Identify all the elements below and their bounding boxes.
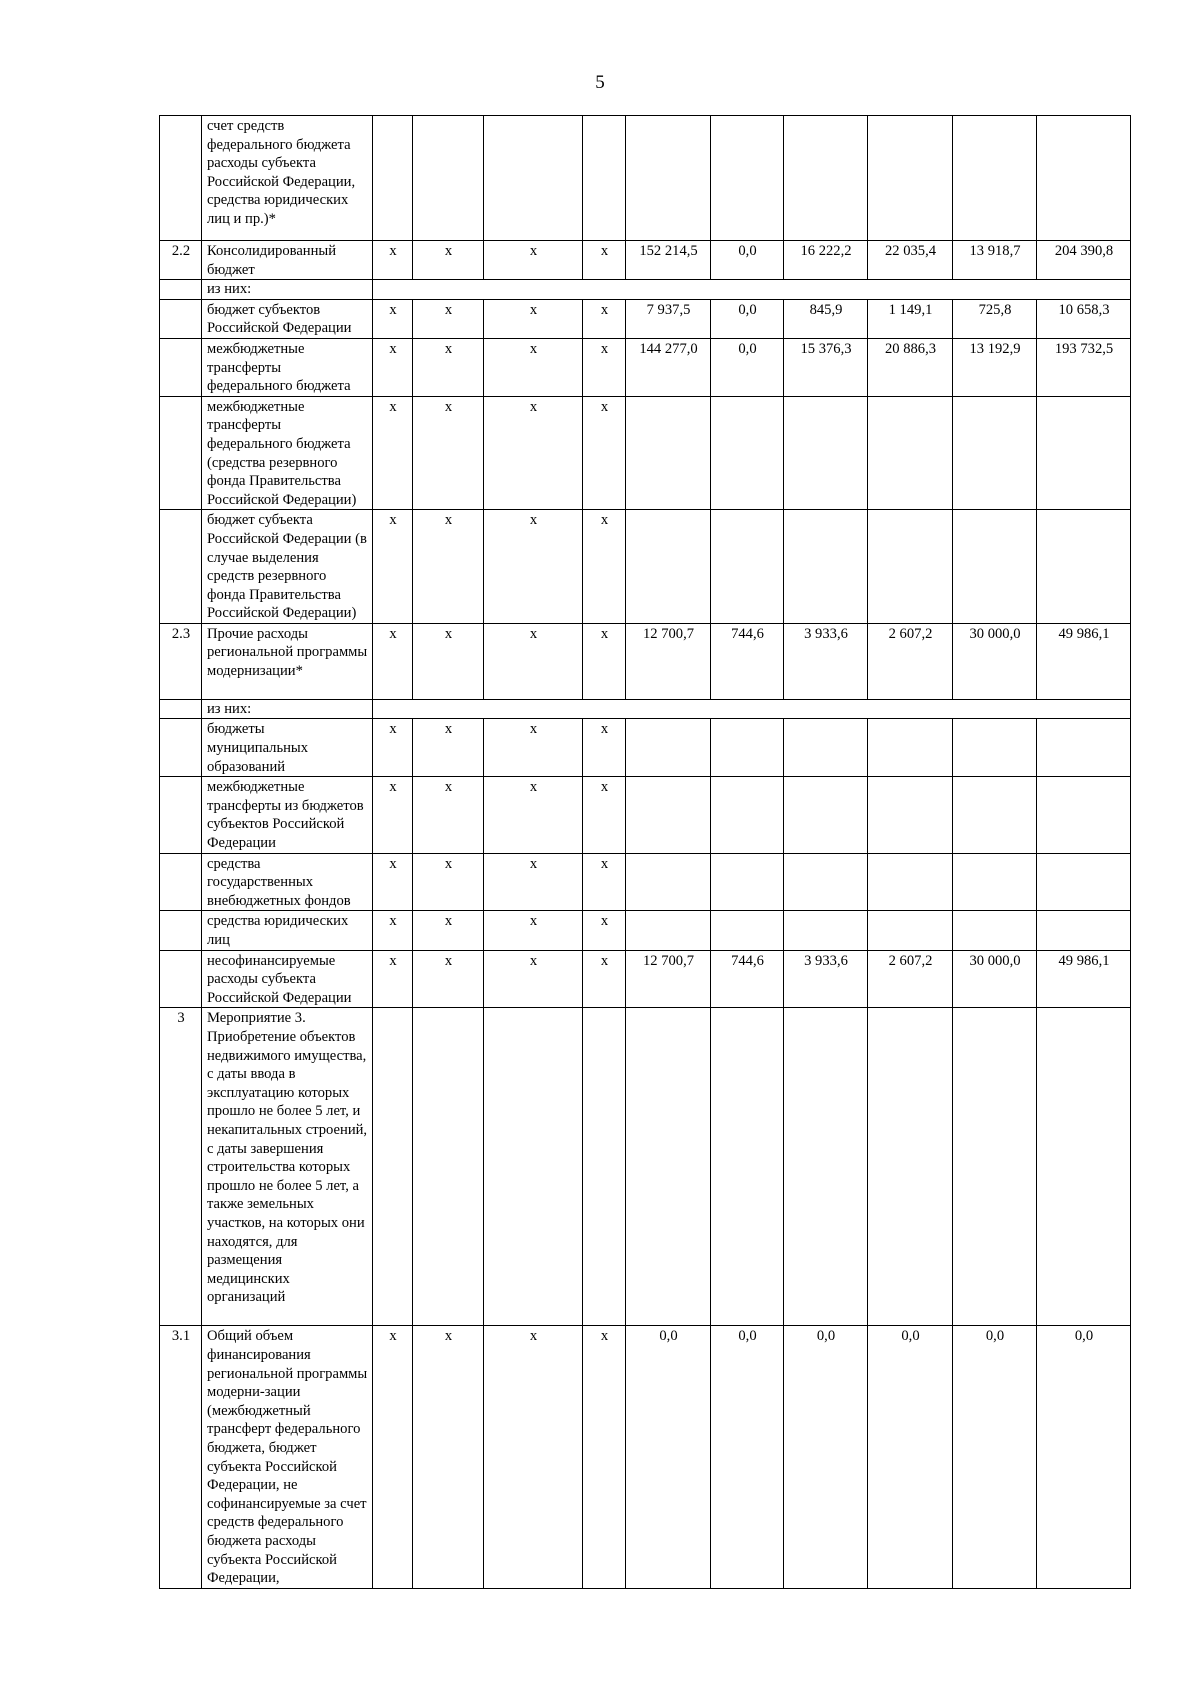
value-cell: 49 986,1 [1037, 623, 1131, 699]
marker-cell: х [583, 396, 626, 510]
value-cell [953, 1008, 1037, 1326]
value-cell [953, 396, 1037, 510]
value-cell [784, 719, 868, 777]
value-cell: 204 390,8 [1037, 241, 1131, 280]
value-cell: 0,0 [626, 1326, 711, 1588]
value-cell [868, 1008, 953, 1326]
budget-table-body [160, 116, 1131, 1589]
table-row [160, 396, 1131, 510]
table-row [160, 950, 1131, 1008]
marker-cell: х [583, 1326, 626, 1588]
value-cell [1037, 777, 1131, 853]
value-cell [626, 1008, 711, 1326]
marker-cell: х [413, 299, 484, 338]
row-name: средства государственных внебюджетных фондов [202, 853, 373, 911]
table-row [160, 911, 1131, 950]
value-cell [1037, 853, 1131, 911]
row-number [160, 396, 202, 510]
value-cell: 744,6 [711, 950, 784, 1008]
row-number: 3 [160, 1008, 202, 1326]
value-cell: 0,0 [711, 338, 784, 396]
table-row [160, 853, 1131, 911]
value-cell: 10 658,3 [1037, 299, 1131, 338]
value-cell: 0,0 [784, 1326, 868, 1588]
value-cell: 0,0 [1037, 1326, 1131, 1588]
marker-cell: х [583, 241, 626, 280]
value-cell [1037, 510, 1131, 624]
value-cell [711, 1008, 784, 1326]
budget-table [159, 115, 1131, 1589]
value-cell [626, 911, 711, 950]
row-name: счет средств федерального бюджета расходы субъекта Российской Федерации, средства юридических лиц и пр.)* [202, 116, 373, 241]
value-cell: 0,0 [711, 241, 784, 280]
value-cell: 152 214,5 [626, 241, 711, 280]
value-cell: 2 607,2 [868, 623, 953, 699]
value-cell: 12 700,7 [626, 950, 711, 1008]
value-cell: 16 222,2 [784, 241, 868, 280]
marker-cell: х [373, 777, 413, 853]
value-cell [868, 396, 953, 510]
marker-cell: х [484, 299, 583, 338]
value-cell [953, 911, 1037, 950]
marker-cell: х [583, 623, 626, 699]
row-name: Прочие расходы региональной программы модернизации* [202, 623, 373, 699]
value-cell: 744,6 [711, 623, 784, 699]
value-cell: 725,8 [953, 299, 1037, 338]
marker-cell: х [583, 950, 626, 1008]
value-cell: 20 886,3 [868, 338, 953, 396]
marker-cell: х [373, 396, 413, 510]
marker-cell [583, 116, 626, 241]
value-cell [711, 396, 784, 510]
table-row [160, 116, 1131, 241]
row-number [160, 719, 202, 777]
value-cell [868, 510, 953, 624]
row-name: несофинансируемые расходы субъекта Российской Федерации [202, 950, 373, 1008]
marker-cell: х [413, 1326, 484, 1588]
marker-cell: х [484, 241, 583, 280]
value-cell [626, 396, 711, 510]
value-cell: 30 000,0 [953, 623, 1037, 699]
value-cell [711, 719, 784, 777]
marker-cell: х [373, 338, 413, 396]
row-name: средства юридических лиц [202, 911, 373, 950]
value-cell [711, 777, 784, 853]
row-name: Общий объем финансирования региональной программы модерни-зации (межбюджетный трансферт федерального бюджета, бюджет субъекта Российской Федерации, не софинансируемые за счет средств федерального бюджета расходы субъекта Российской Федерации, [202, 1326, 373, 1588]
row-name: Консолидированный бюджет [202, 241, 373, 280]
row-number [160, 950, 202, 1008]
value-cell [1037, 911, 1131, 950]
row-number [160, 116, 202, 241]
row-name: межбюджетные трансферты федерального бюджета [202, 338, 373, 396]
value-cell: 13 192,9 [953, 338, 1037, 396]
marker-cell [413, 1008, 484, 1326]
row-number [160, 299, 202, 338]
table-row [160, 338, 1131, 396]
value-cell [784, 853, 868, 911]
marker-cell: х [484, 510, 583, 624]
value-cell: 2 607,2 [868, 950, 953, 1008]
value-cell: 13 918,7 [953, 241, 1037, 280]
marker-cell: х [413, 510, 484, 624]
row-name: бюджеты муниципальных образований [202, 719, 373, 777]
marker-cell: х [583, 853, 626, 911]
page-number: 5 [595, 72, 605, 93]
marker-cell: х [583, 299, 626, 338]
value-cell [1037, 396, 1131, 510]
row-name: из них: [202, 280, 373, 300]
table-row [160, 719, 1131, 777]
row-number [160, 699, 202, 719]
value-cell: 12 700,7 [626, 623, 711, 699]
value-cell [1037, 1008, 1131, 1326]
value-cell: 3 933,6 [784, 950, 868, 1008]
value-cell [626, 116, 711, 241]
marker-cell: х [583, 510, 626, 624]
marker-cell: х [373, 510, 413, 624]
marker-cell: х [413, 777, 484, 853]
value-cell [953, 777, 1037, 853]
marker-cell: х [583, 338, 626, 396]
row-number [160, 911, 202, 950]
marker-cell: х [583, 911, 626, 950]
marker-cell: х [484, 950, 583, 1008]
row-number [160, 280, 202, 300]
value-cell [953, 853, 1037, 911]
value-cell: 22 035,4 [868, 241, 953, 280]
value-cell [784, 396, 868, 510]
value-cell: 0,0 [711, 299, 784, 338]
table-row [160, 241, 1131, 280]
value-cell [868, 116, 953, 241]
value-cell [784, 1008, 868, 1326]
marker-cell: х [413, 911, 484, 950]
row-name: бюджет субъектов Российской Федерации [202, 299, 373, 338]
row-number [160, 510, 202, 624]
marker-cell: х [373, 853, 413, 911]
value-cell: 3 933,6 [784, 623, 868, 699]
marker-cell: х [413, 950, 484, 1008]
marker-cell: х [373, 719, 413, 777]
marker-cell: х [373, 299, 413, 338]
value-cell: 30 000,0 [953, 950, 1037, 1008]
value-cell: 144 277,0 [626, 338, 711, 396]
table-row [160, 280, 1131, 300]
marker-cell [373, 116, 413, 241]
table-row [160, 777, 1131, 853]
value-cell: 1 149,1 [868, 299, 953, 338]
value-cell [953, 719, 1037, 777]
subheader-blank-cell [373, 280, 1131, 300]
value-cell [784, 777, 868, 853]
value-cell [626, 853, 711, 911]
table-row [160, 699, 1131, 719]
marker-cell: х [484, 396, 583, 510]
marker-cell: х [484, 777, 583, 853]
value-cell [1037, 719, 1131, 777]
marker-cell: х [373, 241, 413, 280]
marker-cell: х [373, 623, 413, 699]
value-cell: 193 732,5 [1037, 338, 1131, 396]
marker-cell: х [413, 719, 484, 777]
value-cell [868, 719, 953, 777]
value-cell [626, 777, 711, 853]
row-number [160, 853, 202, 911]
value-cell: 7 937,5 [626, 299, 711, 338]
marker-cell [413, 116, 484, 241]
value-cell [711, 853, 784, 911]
marker-cell: х [373, 911, 413, 950]
marker-cell: х [413, 241, 484, 280]
value-cell [868, 853, 953, 911]
row-name: Мероприятие 3. Приобретение объектов недвижимого имущества, с даты ввода в эксплуатацию которых прошло не более 5 лет, и некапитальных строений, с даты завершения строительства которых прошло не более 5 лет, а также земельных участков, на которых они находятся, для размещения медицинских организаций [202, 1008, 373, 1326]
row-name: межбюджетные трансферты федерального бюджета (средства резервного фонда Правительства Российской Федерации) [202, 396, 373, 510]
row-name: межбюджетные трансферты из бюджетов субъектов Российской Федерации [202, 777, 373, 853]
marker-cell [373, 1008, 413, 1326]
marker-cell [583, 1008, 626, 1326]
marker-cell: х [373, 1326, 413, 1588]
marker-cell: х [373, 950, 413, 1008]
table-row [160, 299, 1131, 338]
marker-cell: х [413, 623, 484, 699]
marker-cell: х [484, 853, 583, 911]
value-cell [784, 911, 868, 950]
value-cell [711, 911, 784, 950]
value-cell: 15 376,3 [784, 338, 868, 396]
table-row [160, 623, 1131, 699]
marker-cell [484, 116, 583, 241]
marker-cell: х [484, 911, 583, 950]
row-number: 2.2 [160, 241, 202, 280]
row-name: из них: [202, 699, 373, 719]
value-cell [626, 510, 711, 624]
row-number: 2.3 [160, 623, 202, 699]
value-cell: 0,0 [868, 1326, 953, 1588]
subheader-blank-cell [373, 699, 1131, 719]
row-name: бюджет субъекта Российской Федерации (в случае выделения средств резервного фонда Правительства Российской Федерации) [202, 510, 373, 624]
value-cell: 0,0 [953, 1326, 1037, 1588]
row-number [160, 777, 202, 853]
value-cell [711, 510, 784, 624]
row-number [160, 338, 202, 396]
value-cell [953, 116, 1037, 241]
row-number: 3.1 [160, 1326, 202, 1588]
value-cell [711, 116, 784, 241]
table-row [160, 1326, 1131, 1588]
value-cell [868, 911, 953, 950]
marker-cell: х [484, 338, 583, 396]
value-cell [953, 510, 1037, 624]
table-row [160, 1008, 1131, 1326]
value-cell [868, 777, 953, 853]
marker-cell: х [413, 338, 484, 396]
table-row [160, 510, 1131, 624]
value-cell: 49 986,1 [1037, 950, 1131, 1008]
value-cell [784, 510, 868, 624]
marker-cell: х [484, 623, 583, 699]
marker-cell: х [413, 396, 484, 510]
value-cell [1037, 116, 1131, 241]
marker-cell [484, 1008, 583, 1326]
value-cell: 0,0 [711, 1326, 784, 1588]
value-cell [784, 116, 868, 241]
marker-cell: х [484, 719, 583, 777]
marker-cell: х [583, 719, 626, 777]
value-cell: 845,9 [784, 299, 868, 338]
marker-cell: х [583, 777, 626, 853]
value-cell [626, 719, 711, 777]
marker-cell: х [484, 1326, 583, 1588]
marker-cell: х [413, 853, 484, 911]
